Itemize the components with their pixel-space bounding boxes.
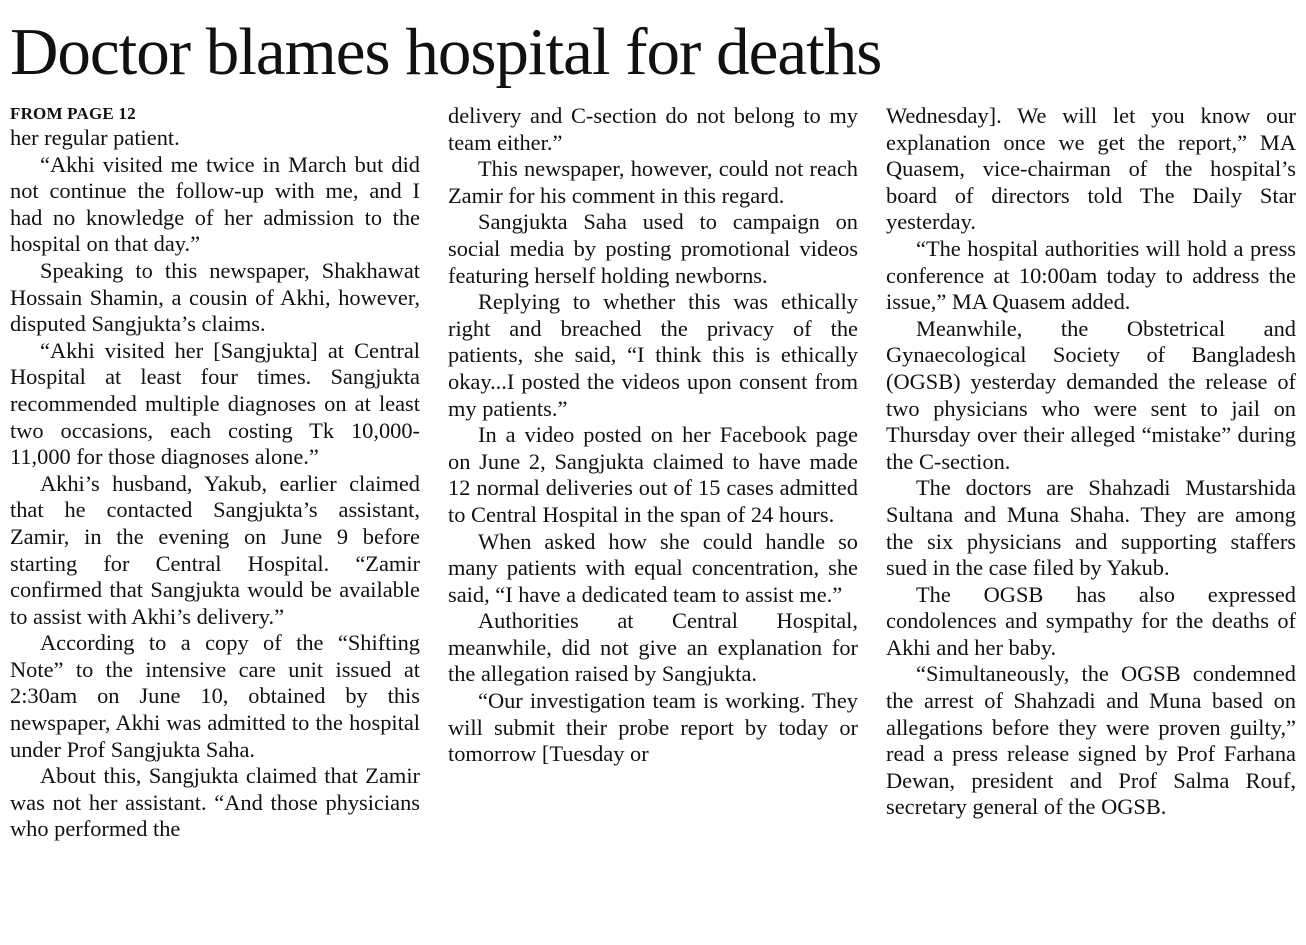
paragraph: delivery and C-section do not belong to my team either.”	[448, 103, 858, 155]
paragraph: This newspaper, however, could not reach Zamir for his comment in this regard.	[448, 156, 858, 208]
paragraph: The OGSB has also expressed condolences and sympathy for the deaths of Akhi and her baby.	[886, 581, 1296, 660]
article-column-1	[10, 103, 420, 938]
paragraph: “Simultaneously, the OGSB condemned the arrest of Shahzadi and Muna based on allegations before they were proven guilty,” read a press release signed by Prof Farhana Dewan, president and Prof Salma Rouf, secretary general of the OGSB.	[886, 661, 1296, 820]
paragraph: According to a copy of the “Shifting Note” to the intensive care unit issued at 2:30am on June 10, obtained by this newspaper, Akhi was admitted to the hospital under Prof Sangjukta Saha.	[10, 630, 420, 762]
paragraph: Speaking to this newspaper, Shakhawat Hossain Shamin, a cousin of Akhi, however, disputed Sangjukta’s claims.	[10, 257, 420, 337]
paragraph: The doctors are Shahzadi Mustarshida Sultana and Muna Shaha. They are among the six physicians and supporting staffers sued in the case filed by Yakub.	[886, 475, 1296, 581]
article-column-3	[886, 103, 1296, 938]
paragraph: In a video posted on her Facebook page on June 2, Sangjukta claimed to have made 12 normal deliveries out of 15 cases admitted to Central Hospital in the span of 24 hours.	[448, 422, 858, 527]
paragraph: Replying to whether this was ethically right and breached the privacy of the patients, she said, “I think this is ethically okay...I posted the videos upon consent from my patients.”	[448, 289, 858, 421]
headline: Doctor blames hospital for deaths	[10, 15, 882, 89]
jump-line: FROM PAGE 12	[10, 104, 136, 123]
paragraph: Meanwhile, the Obstetrical and Gynaecological Society of Bangladesh (OGSB) yesterday demanded the release of two physicians who were sent to jail on Thursday over their alleged “mistake” during the C-section.	[886, 315, 1296, 474]
paragraph: When asked how she could handle so many patients with equal concentration, she said, “I have a dedicated team to assist me.”	[448, 528, 858, 607]
paragraph: “The hospital authorities will hold a press conference at 10:00am today to address the issue,” MA Quasem added.	[886, 235, 1296, 315]
paragraph: About this, Sangjukta claimed that Zamir was not her assistant. “And those physicians who performed the	[10, 763, 420, 842]
paragraph: Wednesday]. We will let you know our explanation once we get the report,” MA Quasem, vice-chairman of the hospital’s board of directors told The Daily Star yesterday.	[886, 103, 1296, 235]
paragraph: Sangjukta Saha used to campaign on social media by posting promotional videos featuring herself holding newborns.	[448, 209, 858, 288]
article-column-2	[448, 103, 858, 938]
paragraph: “Akhi visited me twice in March but did not continue the follow-up with me, and I had no knowledge of her admission to the hospital on that day.”	[10, 151, 420, 257]
paragraph: her regular patient.	[10, 125, 180, 150]
paragraph: Authorities at Central Hospital, meanwhile, did not give an explanation for the allegation raised by Sangjukta.	[448, 608, 858, 687]
paragraph: “Our investigation team is working. They will submit their probe report by today or tomorrow [Tuesday or	[448, 688, 858, 767]
paragraph: Akhi’s husband, Yakub, earlier claimed that he contacted Sangjukta’s assistant, Zamir, in the evening on June 9 before starting for Central Hospital. “Zamir confirmed that Sangjukta would be available to assist with Akhi’s delivery.”	[10, 470, 420, 629]
paragraph: “Akhi visited her [Sangjukta] at Central Hospital at least four times. Sangjukta recommended multiple diagnoses on at least two occasions, each costing Tk 10,000-11,000 for those diagnoses alone.”	[10, 337, 420, 470]
